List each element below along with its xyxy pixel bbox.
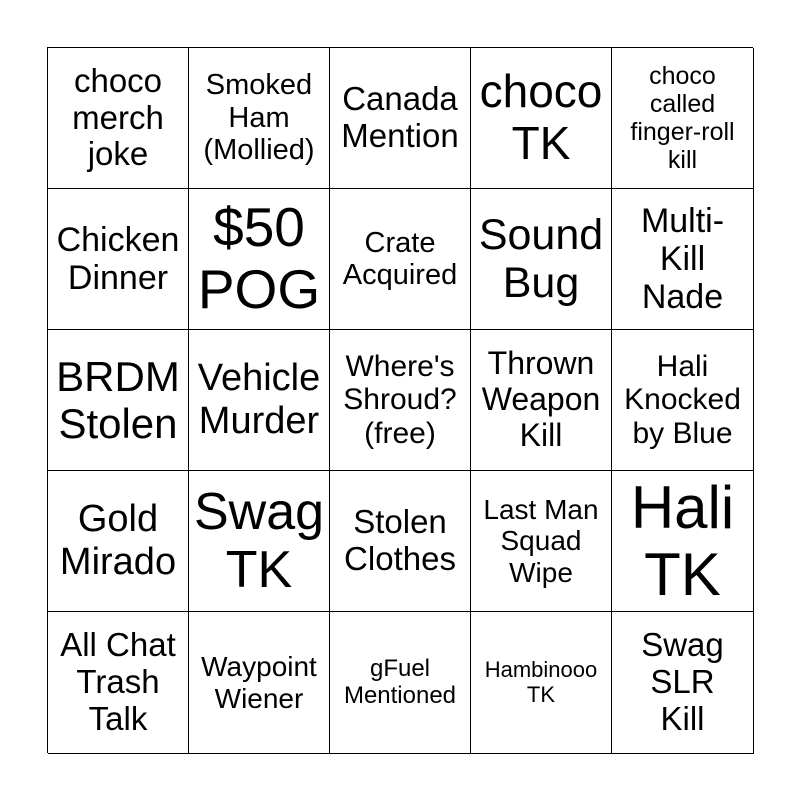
- bingo-cell-label: Sound Bug: [478, 210, 604, 307]
- bingo-cell-r4c2[interactable]: [189, 471, 330, 612]
- bingo-cell-label: Hambinooo TK: [484, 656, 598, 707]
- bingo-cell-label: Canada Mention: [341, 80, 459, 154]
- bingo-cell-r5c5[interactable]: [612, 612, 754, 754]
- bingo-cell-r5c1[interactable]: [48, 612, 189, 754]
- bingo-cell-r4c4[interactable]: [471, 471, 612, 612]
- bingo-cell-r5c4[interactable]: [471, 612, 612, 754]
- bingo-cell-label: Chicken Dinner: [56, 220, 180, 297]
- bingo-cell-r2c1[interactable]: [48, 189, 189, 330]
- bingo-cell-r1c1[interactable]: [48, 48, 189, 189]
- bingo-cell-r1c2[interactable]: [189, 48, 330, 189]
- bingo-cell-label: Swag TK: [193, 482, 325, 599]
- bingo-cell-label: Waypoint Wiener: [201, 651, 317, 714]
- bingo-cell-r1c4[interactable]: [471, 48, 612, 189]
- bingo-board: [47, 47, 753, 753]
- bingo-cell-r2c4[interactable]: [471, 189, 612, 330]
- bingo-cell-label: Crate Acquired: [342, 226, 458, 291]
- bingo-cell-r2c3[interactable]: [330, 189, 471, 330]
- bingo-cell-r5c2[interactable]: [189, 612, 330, 754]
- bingo-cell-label: Hali TK: [630, 473, 735, 608]
- bingo-cell-label: Multi- Kill Nade: [640, 201, 725, 317]
- bingo-cell-label: Gold Mirado: [59, 498, 177, 583]
- bingo-cell-label: Swag SLR Kill: [641, 626, 724, 737]
- bingo-cell-r4c3[interactable]: [330, 471, 471, 612]
- bingo-cell-label: gFuel Mentioned: [343, 654, 457, 709]
- bingo-cell-r2c2[interactable]: [189, 189, 330, 330]
- bingo-cell-label: Last Man Squad Wipe: [483, 493, 599, 588]
- bingo-cell-r4c5[interactable]: [612, 471, 754, 612]
- bingo-cell-r3c5[interactable]: [612, 330, 754, 471]
- bingo-cell-label: Stolen Clothes: [344, 503, 456, 577]
- bingo-cell-r3c3[interactable]: [330, 330, 471, 471]
- bingo-cell-label: choco merch joke: [72, 61, 164, 173]
- bingo-cell-r3c4[interactable]: [471, 330, 612, 471]
- bingo-cell-label: Thrown Weapon Kill: [481, 345, 601, 453]
- bingo-cell-r1c5[interactable]: [612, 48, 754, 189]
- bingo-cell-label: BRDM Stolen: [56, 352, 180, 447]
- bingo-cell-label: choco TK: [479, 65, 603, 169]
- bingo-cell-label: Smoked Ham (Mollied): [203, 69, 315, 167]
- bingo-cell-r5c3[interactable]: [330, 612, 471, 754]
- bingo-cell-r3c2[interactable]: [189, 330, 330, 471]
- bingo-cell-r3c1[interactable]: [48, 330, 189, 471]
- bingo-cell-label: Vehicle Murder: [197, 357, 321, 442]
- bingo-cell-label: Hali Knocked by Blue: [624, 349, 741, 450]
- bingo-cell-label: $50 POG: [197, 196, 321, 320]
- bingo-cell-label: Where's Shroud? (free): [343, 349, 457, 450]
- bingo-cell-r4c1[interactable]: [48, 471, 189, 612]
- bingo-cell-label: All Chat Trash Talk: [60, 626, 176, 737]
- bingo-cell-r2c5[interactable]: [612, 189, 754, 330]
- bingo-cell-label: choco called finger-roll kill: [630, 62, 735, 174]
- bingo-cell-r1c3[interactable]: [330, 48, 471, 189]
